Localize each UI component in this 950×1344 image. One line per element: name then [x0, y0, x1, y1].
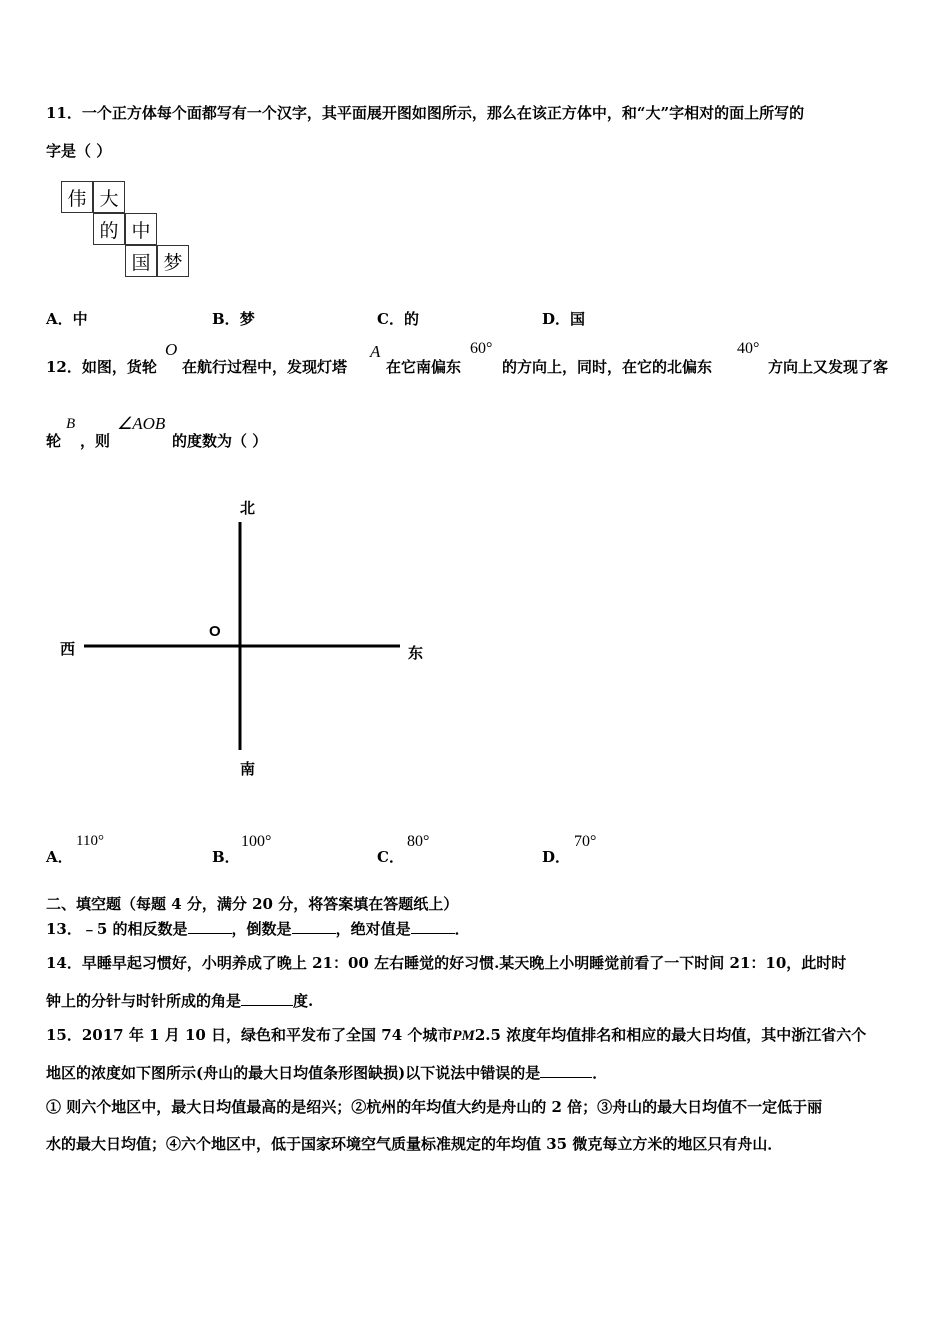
- north-label: 北: [240, 499, 256, 517]
- q12-option-d-letter: D．: [542, 848, 571, 866]
- q14-text-line2: 钟上的分针与时针所成的角是 度.: [46, 992, 314, 1010]
- q12-option-b-letter: B．: [212, 848, 240, 866]
- east-label: 东: [408, 644, 424, 662]
- q11-option-b: B．梦: [212, 310, 255, 328]
- net-cell: 国: [125, 245, 157, 277]
- q12-option-b-value: 100°: [241, 833, 272, 850]
- q12-text-part3: 在它南偏东: [386, 358, 462, 376]
- q12-text-part5: 方向上又发现了客: [768, 358, 889, 376]
- answer-blank: [188, 919, 232, 934]
- q15-text-line3: ① 则六个地区中，最大日均值最高的是绍兴；②杭州的年均值大约是舟山的 2 倍；③舟山的最大日均值不一定低于丽: [46, 1098, 823, 1116]
- q12-option-c-value: 80°: [407, 833, 430, 850]
- q12-text-part2: 在航行过程中，发现灯塔: [182, 358, 348, 376]
- angle-60: 60°: [470, 340, 493, 357]
- angle-40: 40°: [737, 340, 760, 357]
- var-b: B: [66, 416, 76, 432]
- answer-blank: [540, 1063, 592, 1078]
- q12-text-part7: ，则: [80, 432, 111, 450]
- q14-text-line1: 14．早睡早起习惯好，小明养成了晚上 21：00 左右睡觉的好习惯.某天晚上小明睡觉前看了一下时间 21：10，此时时: [46, 954, 847, 972]
- q15-text-line2: 地区的浓度如下图所示(舟山的最大日均值条形图缺损)以下说法中错误的是 ．: [46, 1064, 608, 1082]
- west-label: 西: [60, 640, 76, 658]
- answer-blank: [411, 919, 455, 934]
- q11-option-d: D．国: [542, 310, 586, 328]
- q12-text-part1: 12．如图，货轮: [46, 358, 157, 376]
- answer-blank: [292, 919, 336, 934]
- q11-option-a: A．中: [46, 310, 88, 328]
- net-cell: 中: [125, 213, 157, 245]
- net-cell: 大: [93, 181, 125, 213]
- origin-label: O: [209, 623, 221, 640]
- net-cell: 伟: [61, 181, 93, 213]
- q11-text-line1: 11．一个正方体每个面都写有一个汉字，其平面展开图如图所示，那么在该正方体中，和“大”字相对的面上所写的: [46, 104, 805, 122]
- answer-blank: [241, 991, 293, 1006]
- q11-text-line2: 字是（ ）: [46, 142, 112, 160]
- q12-option-a-letter: A．: [46, 848, 73, 866]
- var-o: O: [165, 340, 178, 359]
- angle-aob: ∠AOB: [117, 414, 166, 433]
- q11-option-c: C．的: [377, 310, 419, 328]
- q12-option-c-letter: C．: [377, 848, 404, 866]
- section-heading: 二、填空题（每题 4 分，满分 20 分，将答案填在答题纸上）: [46, 895, 459, 913]
- q12-option-a-value: 110°: [76, 833, 104, 849]
- net-cell: 梦: [157, 245, 189, 277]
- q15-text-line4: 水的最大日均值；④六个地区中，低于国家环境空气质量标准规定的年均值 35 微克每立方米的地区只有舟山．: [46, 1135, 783, 1153]
- net-cell: 的: [93, 213, 125, 245]
- q13-text: 13．﹣5 的相反数是 ，倒数是 ，绝对值是 ．: [46, 920, 470, 938]
- q12-text-part6: 轮: [46, 432, 62, 450]
- q12-text-part4: 的方向上，同时，在它的北偏东: [502, 358, 713, 376]
- q15-text-line1: 15．2017 年 1 月 10 日，绿色和平发布了全国 74 个城市PM2.5 浓度年均值排名和相应的最大日均值，其中浙江省六个: [46, 1026, 867, 1044]
- south-label: 南: [240, 760, 256, 778]
- q12-option-d-value: 70°: [574, 833, 597, 850]
- q12-text-part8: 的度数为（ ）: [172, 432, 268, 450]
- var-a: A: [370, 342, 381, 361]
